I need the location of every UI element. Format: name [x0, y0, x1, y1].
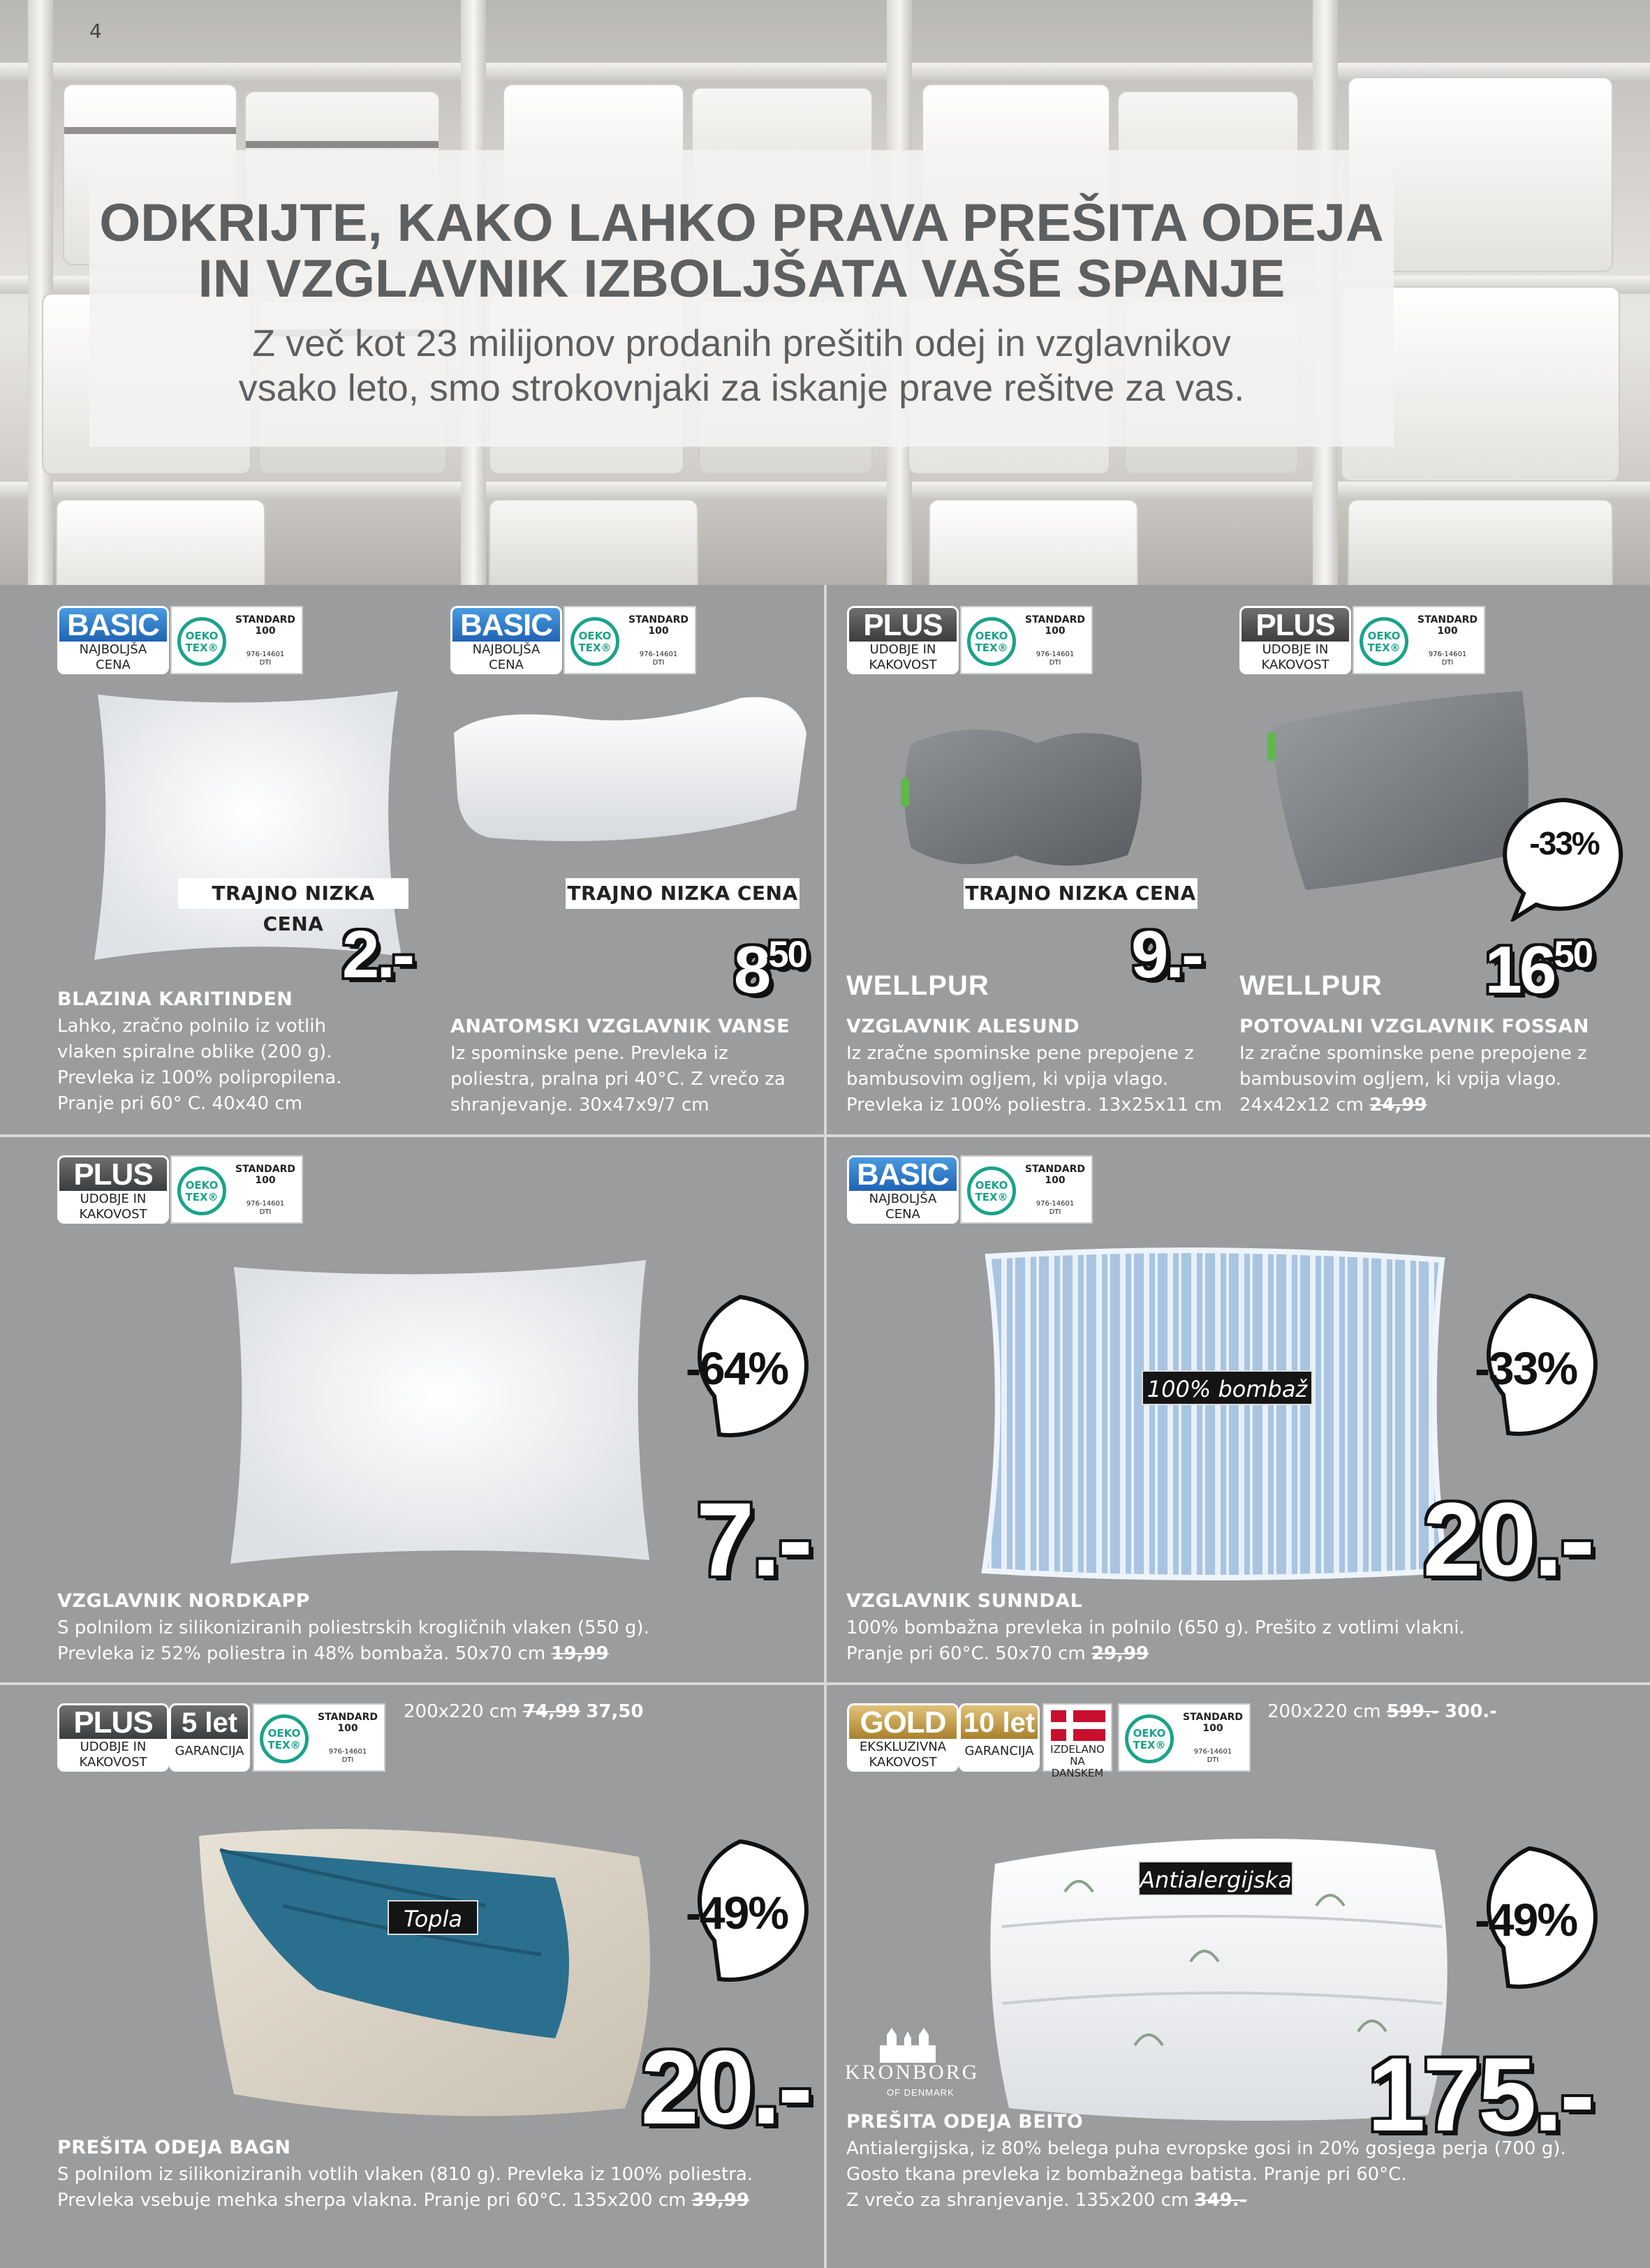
product-description: S polnilom iz silikoniziranih votlih vlaken (810 g). Prevleka iz 100% poliestra. Prevleka vsebuje mehka sherpa vlakna. Pranje pri 60°C. 135x200 cm 39,99: [57, 2164, 753, 2211]
product-description: Lahko, zračno polnilo iz votlih vlaken spiralne oblike (200 g). Prevleka iz 100% polipropilena. Pranje pri 60° C. 40x40 cm: [57, 1016, 342, 1114]
memory-foam-pillow-image: [447, 691, 810, 852]
old-price: 19,99: [551, 1643, 609, 1664]
price: 2.-: [341, 917, 412, 992]
kronborg-logo: KRONBORG: [845, 2061, 980, 2084]
made-in-denmark-badge: IZDELANO NA DANSKEM: [1043, 1703, 1112, 1772]
product-feature-label: 100% bombaž: [1142, 1370, 1313, 1405]
price: 7.-: [695, 1481, 810, 1598]
discount-label: -33%: [1474, 1342, 1577, 1394]
large-size-price: 200x220 cm 74,99 37,50: [404, 1701, 644, 1722]
product-name: ANATOMSKI VZGLAVNIK VANSE: [450, 1016, 790, 1037]
oeko-tex-badge: OEKO TEX® STANDARD 100 976-14601 DTI: [253, 1703, 385, 1772]
price: 20.-: [1422, 1481, 1592, 1598]
contour-pillow-image: [897, 716, 1149, 876]
discount-label: -49%: [685, 1887, 788, 1939]
pillow-image: [223, 1253, 656, 1567]
discount-label: -49%: [1474, 1894, 1577, 1945]
oeko-tex-badge: OEKO TEX® STANDARD 100 976-14601 DTI: [170, 1155, 303, 1224]
product-description: Iz spominske pene. Prevleka iz poliestra, pralna pri 40°C. Z vrečo za shranjevanje. 30x47x9/7 cm: [450, 1043, 786, 1116]
oeko-tex-badge: OEKO TEX® STANDARD 100 976-14601 DTI: [563, 606, 696, 674]
price: 9.-: [1130, 917, 1201, 992]
product-description: S polnilom iz silikoniziranih poliestrskih krogličnih vlaken (550 g). Prevleka iz 52% poliestra in 48% bombaža. 50x70 cm 19,99: [57, 1617, 649, 1664]
product-description: Antialergijska, iz 80% belega puha evropske gosi in 20% gosjega perja (700 g). Gosto tkana prevleka iz bombažnega batista. Pranje pri 60°C. Z vrečo za shranjevanje. 135x200 cm 349.-: [846, 2138, 1566, 2211]
product-name: BLAZINA KARITINDEN: [57, 988, 293, 1010]
price: $8^{50}$: [733, 932, 806, 1007]
hero-subtitle: Z več kot 23 milijonov prodanih prešitih odej in vzglavnikov vsako leto, smo strokovnjaki za iskanje prave rešitve za vas.: [238, 323, 1245, 409]
discount-label: -33%: [1529, 825, 1599, 861]
product-name: VZGLAVNIK NORDKAPP: [57, 1590, 310, 1612]
large-size-price: 200x220 cm 599.- 300.-: [1267, 1701, 1497, 1722]
old-price: 349.-: [1194, 2190, 1247, 2211]
oeko-tex-badge: OEKO TEX® STANDARD 100 976-14601 DTI: [960, 606, 1093, 674]
product-name: PREŠITA ODEJA BEITO: [846, 2111, 1084, 2133]
price: 175.-: [1367, 2036, 1592, 2153]
striped-pillow-image: [978, 1243, 1452, 1585]
price: $16^{50}$: [1485, 932, 1592, 1007]
kronborg-castle-icon: [876, 2024, 939, 2063]
oeko-tex-badge: OEKO TEX® STANDARD 100 976-14601 DTI: [960, 1155, 1093, 1224]
hero-banner: [0, 0, 1650, 585]
oeko-tex-badge: OEKO TEX® STANDARD 100 976-14601 DTI: [170, 606, 303, 674]
oeko-tex-badge: OEKO TEX® STANDARD 100 976-14601 DTI: [1118, 1703, 1251, 1772]
product-name: PREŠITA ODEJA BAGN: [57, 2137, 291, 2158]
product-name: VZGLAVNIK SUNNDAL: [846, 1590, 1083, 1612]
divider: [824, 585, 827, 2268]
product-description: 100% bombažna prevleka in polnilo (650 g). Prešito z votlimi vlakni. Pranje pri 60°C. 50x70 cm 29,99: [846, 1617, 1465, 1664]
product-description: Iz zračne spominske pene prepojene z bambusovim ogljem, ki vpija vlago. Prevleka iz 100% poliestra. 13x25x11 cm: [846, 1043, 1223, 1116]
product-name: VZGLAVNIK ALESUND: [846, 1016, 1080, 1037]
price-tag-bar: TRAJNO NIZKA CENA: [178, 878, 408, 909]
kronborg-logo-sub: OF DENMARK: [887, 2087, 955, 2098]
page-number: 4: [89, 20, 102, 43]
wellpur-logo: WELLPUR: [1239, 970, 1383, 1001]
product-feature-label: Antialergijska: [1138, 1861, 1293, 1896]
discount-label: -64%: [685, 1342, 788, 1394]
product-feature-label: Topla: [388, 1900, 478, 1935]
hero-text-panel: [89, 150, 1394, 447]
oeko-tex-badge: OEKO TEX® STANDARD 100 976-14601 DTI: [1353, 606, 1485, 674]
denmark-flag-icon: [1051, 1710, 1105, 1741]
product-name: POTOVALNI VZGLAVNIK FOSSAN: [1239, 1016, 1589, 1037]
hero-title: ODKRIJTE, KAKO LAHKO PRAVA PREŠITA ODEJA IN VZGLAVNIK IZBOLJŠATA VAŠE SPANJE: [99, 193, 1384, 309]
wellpur-logo: WELLPUR: [846, 970, 989, 1001]
old-price: 29,99: [1091, 1643, 1149, 1664]
duvet-image: [192, 1815, 667, 2129]
warranty-badge: 5 let GARANCIJA: [169, 1703, 250, 1772]
warranty-badge: 10 let GARANCIJA: [959, 1703, 1040, 1772]
price-tag-bar: TRAJNO NIZKA CENA: [566, 878, 800, 909]
product-description: Iz zračne spominske pene prepojene z bambusovim ogljem, ki vpija vlago. 24x42x12 cm 24,99: [1239, 1043, 1587, 1116]
price-tag-bar: TRAJNO NIZKA CENA: [964, 878, 1198, 909]
price: 20.-: [640, 2029, 810, 2146]
old-price: 24,99: [1369, 1095, 1427, 1116]
old-price: 39,99: [691, 2190, 749, 2211]
